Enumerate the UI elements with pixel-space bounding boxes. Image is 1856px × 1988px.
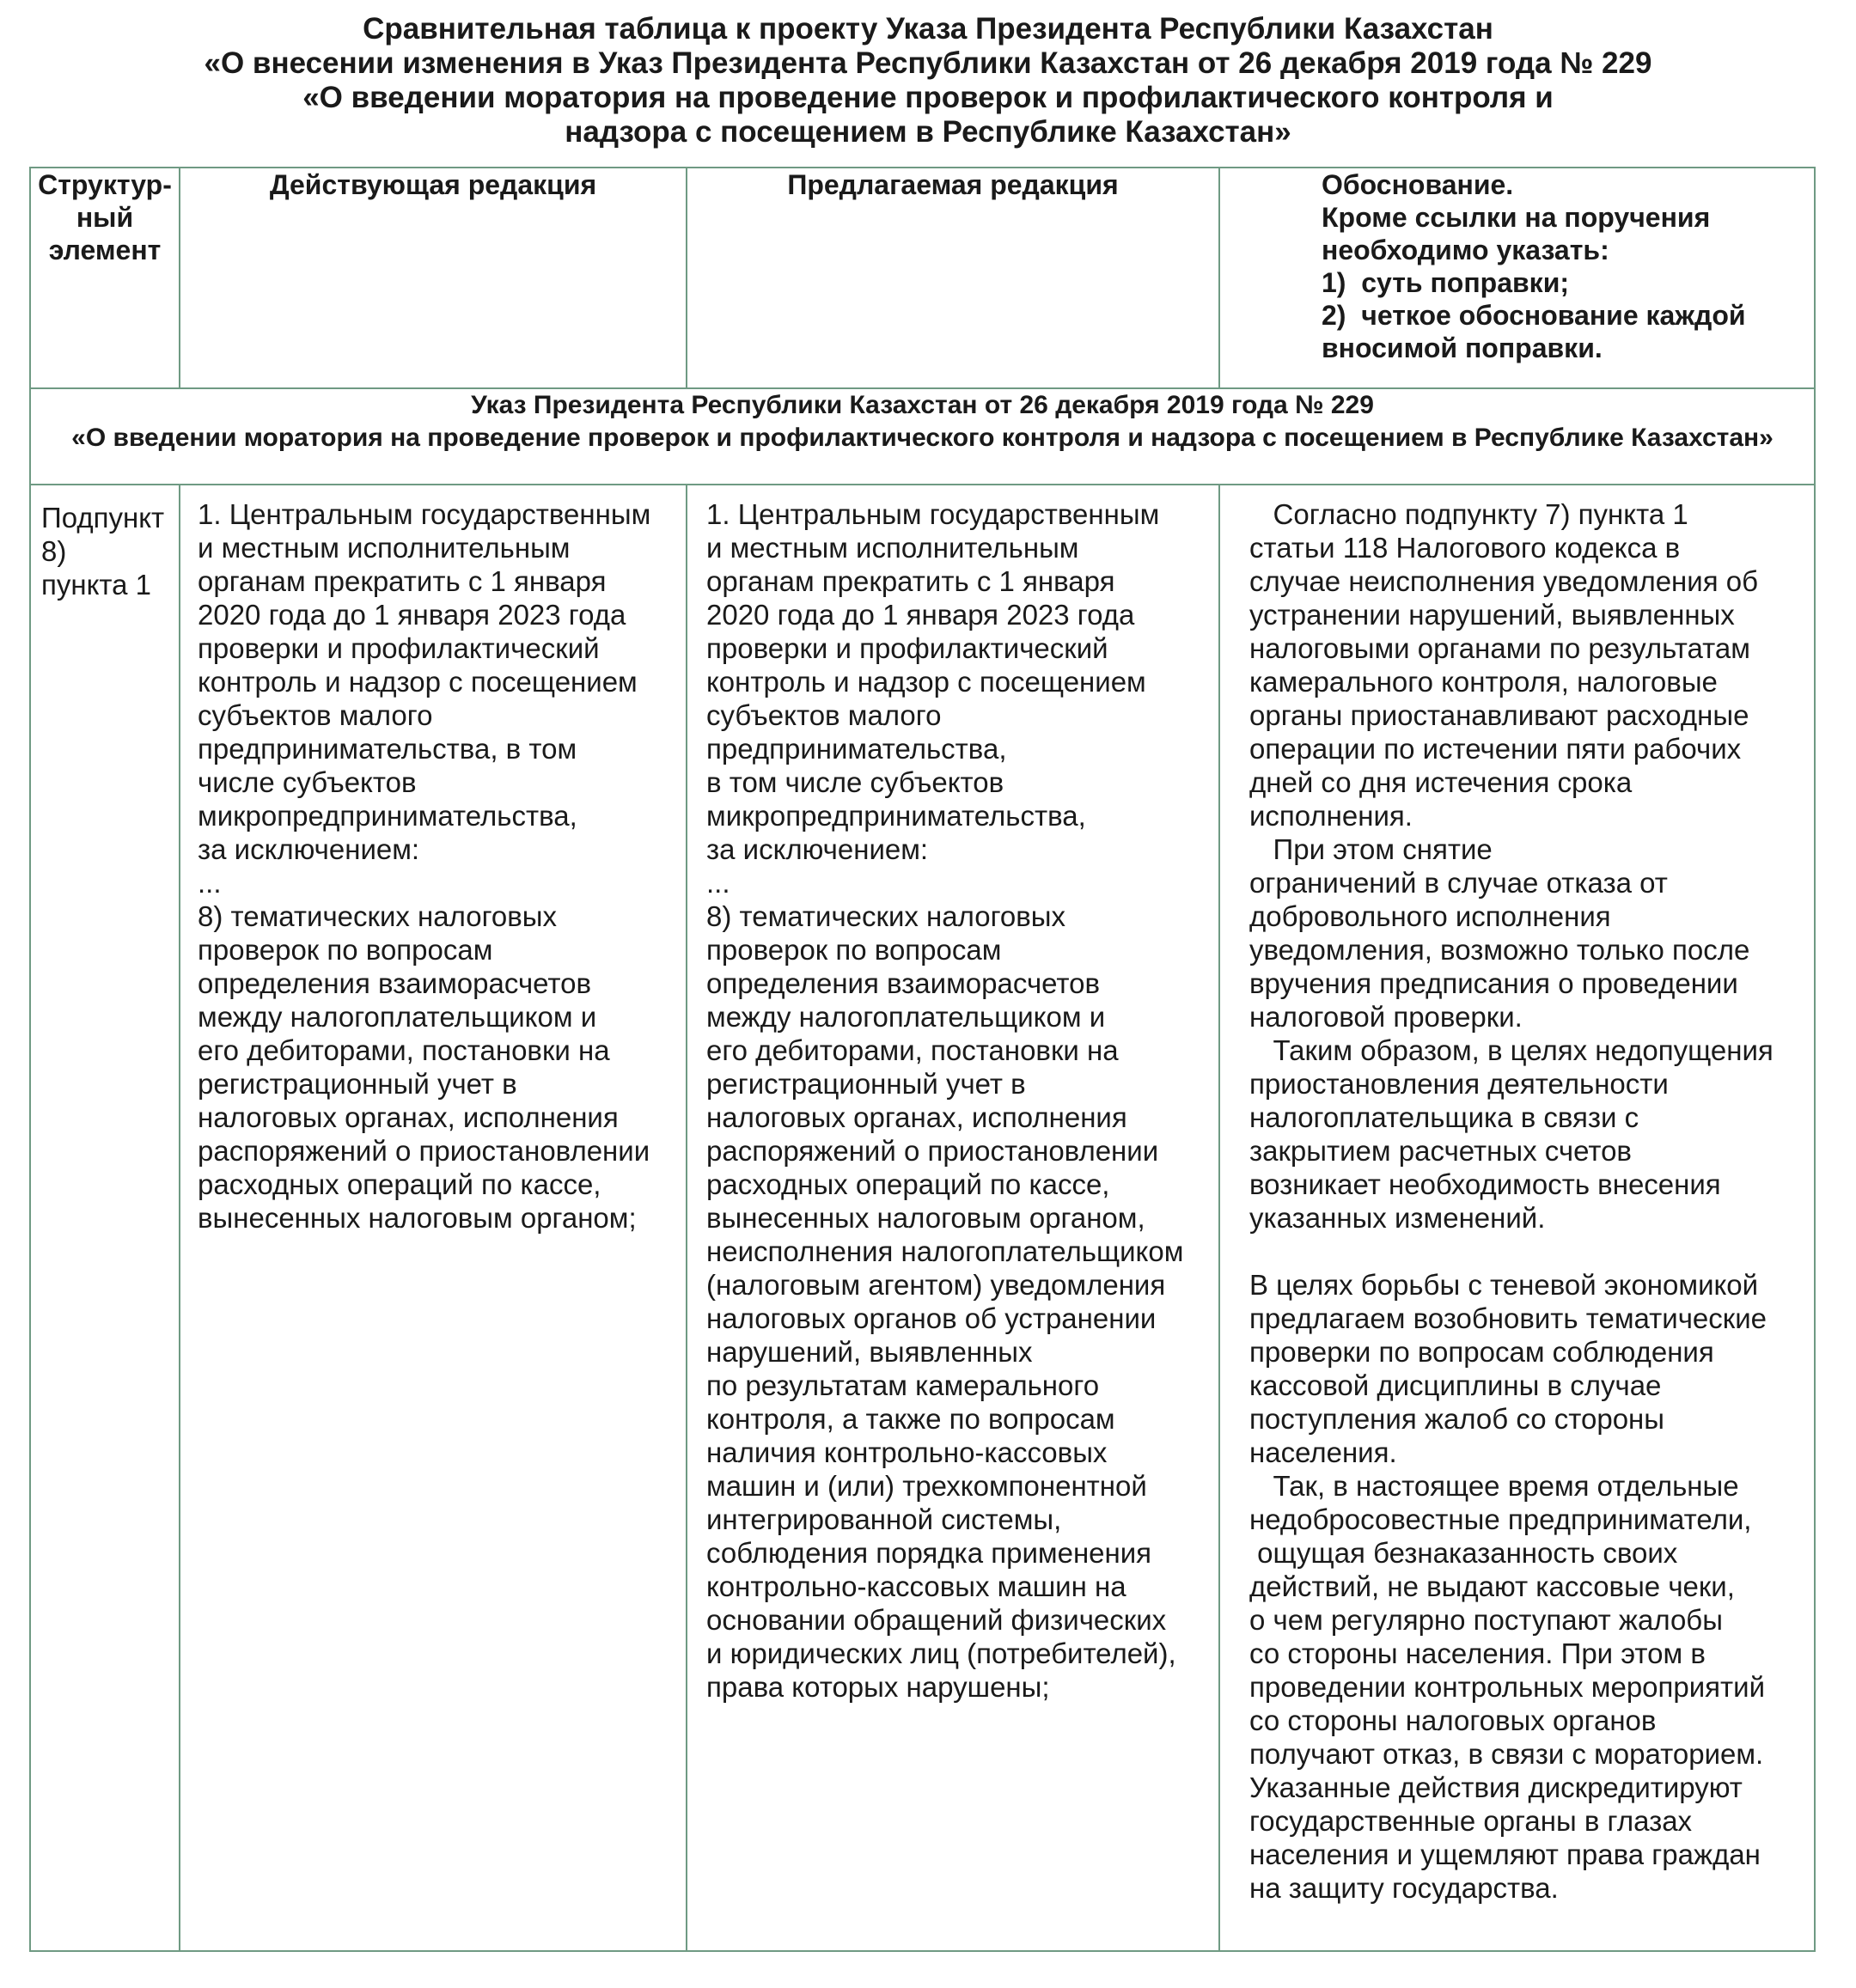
text-line: расходных операций по кассе, [706,1168,1110,1200]
text-line: указанных изменений. [1249,1202,1546,1234]
text-line: проверок по вопросам [706,934,1002,966]
text-line: Подпункт [41,502,165,534]
title-line: «О внесении изменения в Указ Президента Республики Казахстан от 26 декабря 2019 года № 229 [204,46,1652,80]
text-line: регистрационный учет в [706,1068,1026,1100]
text-line: налогоплательщика в связи с [1249,1101,1639,1133]
text-line: случае неисполнения уведомления об [1249,565,1759,597]
text-line [1249,1235,1814,1268]
header-current-edition: Действующая редакция [180,168,687,388]
text-line: наличия контрольно-кассовых [706,1436,1108,1468]
header-text-line: Обоснование. [1322,169,1514,200]
text-line: микропредпринимательства, [706,800,1086,832]
current-edition-text [180,485,686,1235]
header-text-line: Кроме ссылки на поручения [1322,202,1711,233]
structural-element-text [31,485,179,601]
text-line: ... [706,867,730,899]
text-line: по результатам камерального [706,1369,1100,1401]
text-line: ... [198,867,222,899]
text-line: предпринимательства, в том [198,733,577,765]
text-line: вынесенных налоговым органом; [198,1202,637,1234]
header-text-line: Структур- [38,169,172,200]
text-line: статьи 118 Налогового кодекса в [1249,532,1681,564]
text-line: и местным исполнительным [198,532,571,564]
justification-text [1220,485,1814,1905]
section-heading-row [30,388,1815,485]
section-heading [30,388,1815,485]
text-line: населения и ущемляют права граждан [1249,1839,1761,1870]
text-line: 1. Центральным государственным [198,498,651,530]
title-line: Сравнительная таблица к проекту Указа Президента Республики Казахстан [363,12,1493,46]
title-line: надзора с посещением в Республике Казахстан» [565,115,1291,149]
text-line: возникает необходимость внесения [1249,1168,1721,1200]
header-text-line: вносимой поправки. [1322,332,1603,363]
header-text-line: элемент [48,235,162,265]
section-heading-line: Указ Президента Республики Казахстан от 26 декабря 2019 года № 229 [471,391,1374,419]
text-line: субъектов малого [706,699,942,731]
text-line: налоговыми органами по результатам [1249,632,1750,664]
proposed-edition-cell [687,485,1219,1951]
text-line: проверки по вопросам соблюдения [1249,1336,1714,1368]
text-line: уведомления, возможно только после [1249,934,1750,966]
text-line: права которых нарушены; [706,1671,1050,1703]
header-text-line: 2) четкое обоснование каждой [1322,300,1746,331]
text-line: предпринимательства, [706,733,1007,765]
text-line: Указанные действия дискредитируют [1249,1772,1743,1803]
current-edition-cell [180,485,687,1951]
text-line: интегрированной системы, [706,1503,1062,1535]
text-line: исполнения. [1249,800,1413,832]
section-heading-line: «О введении моратория на проведение проверок и профилактического контроля и надзора с посещением в Республике Казахстан» [71,424,1774,452]
text-line: 1. Центральным государственным [706,498,1160,530]
text-line: определения взаиморасчетов [706,967,1101,999]
text-line: расходных операций по кассе, [198,1168,601,1200]
header-text-line: ный [76,202,134,233]
text-line: и местным исполнительным [706,532,1079,564]
text-line: При этом снятие [1249,833,1493,865]
text-line: и юридических лиц (потребителей), [706,1637,1176,1669]
text-line: его дебиторами, постановки на [198,1034,610,1066]
justification-cell [1219,485,1815,1951]
text-line: населения. [1249,1436,1397,1468]
text-line: между налогоплательщиком и [706,1001,1106,1033]
text-line: проверок по вопросам [198,934,493,966]
text-line: в том числе субъектов [706,766,1004,798]
text-line: со стороны налоговых органов [1249,1704,1657,1736]
text-line: налоговых органах, исполнения [198,1101,619,1133]
text-line: государственные органы в глазах [1249,1805,1693,1837]
text-line: контрольно-кассовых машин на [706,1570,1126,1602]
text-line: ограничений в случае отказа от [1249,867,1668,899]
text-line: числе субъектов [198,766,417,798]
text-line: между налогоплательщиком и [198,1001,597,1033]
text-line: налоговых органов об устранении [706,1302,1157,1334]
text-line: Таким образом, в целях недопущения [1249,1034,1774,1066]
structural-element-cell [30,485,180,1951]
document-title [0,12,1856,149]
text-line: проверки и профилактический [706,632,1108,664]
text-line: получают отказ, в связи с мораторием. [1249,1738,1764,1770]
text-line: 8) [41,535,67,567]
text-line: распоряжений о приостановлении [198,1135,650,1167]
text-line: определения взаиморасчетов [198,967,592,999]
header-text-line: необходимо указать: [1322,235,1609,265]
text-line: распоряжений о приостановлении [706,1135,1159,1167]
text-line: пункта 1 [41,569,152,601]
text-line: (налоговым агентом) уведомления [706,1269,1166,1301]
text-line: кассовой дисциплины в случае [1249,1369,1662,1401]
text-line: Согласно подпункту 7) пункта 1 [1249,498,1688,530]
text-line: за исключением: [706,833,929,865]
text-line: налоговой проверки. [1249,1001,1523,1033]
text-line: дней со дня истечения срока [1249,766,1633,798]
text-line: проведении контрольных мероприятий [1249,1671,1766,1703]
text-line: ощущая безнаказанность своих [1249,1537,1678,1569]
text-line: на защиту государства. [1249,1872,1559,1904]
text-line: поступления жалоб со стороны [1249,1403,1664,1435]
text-line: контроль и надзор с посещением [706,666,1146,698]
text-line: контроля, а также по вопросам [706,1403,1115,1435]
text-line: приостановления деятельности [1249,1068,1669,1100]
text-line: со стороны населения. При этом в [1249,1637,1706,1669]
text-line: Так, в настоящее время отдельные [1249,1470,1739,1502]
table-row [30,485,1815,1951]
text-line: операции по истечении пяти рабочих [1249,733,1742,765]
header-justification [1219,168,1815,388]
text-line: органам прекратить с 1 января [706,565,1115,597]
text-line: вручения предписания о проведении [1249,967,1738,999]
title-line: «О введении моратория на проведение проверок и профилактического контроля и [302,81,1554,114]
text-line: органы приостанавливают расходные [1249,699,1749,731]
text-line: машин и (или) трехкомпонентной [706,1470,1147,1502]
text-line: основании обращений физических [706,1604,1167,1636]
text-line: действий, не выдают кассовые чеки, [1249,1570,1735,1602]
text-line: микропредпринимательства, [198,800,577,832]
text-line: 8) тематических налоговых [706,900,1066,932]
header-row [30,168,1815,388]
text-line: добровольного исполнения [1249,900,1611,932]
text-line: о чем регулярно поступают жалобы [1249,1604,1723,1636]
proposed-edition-text [687,485,1218,1704]
text-line: 2020 года до 1 января 2023 года [706,599,1135,631]
text-line: субъектов малого [198,699,433,731]
text-line: неисполнения налогоплательщиком [706,1235,1184,1267]
text-line: 8) тематических налоговых [198,900,558,932]
text-line: органам прекратить с 1 января [198,565,607,597]
text-line: за исключением: [198,833,420,865]
text-line: недобросовестные предприниматели, [1249,1503,1752,1535]
comparison-table [29,167,1816,1952]
text-line: нарушений, выявленных [706,1336,1033,1368]
text-line: В целях борьбы с теневой экономикой [1249,1269,1759,1301]
header-proposed-edition: Предлагаемая редакция [687,168,1219,388]
text-line: предлагаем возобновить тематические [1249,1302,1767,1334]
text-line: проверки и профилактический [198,632,600,664]
header-structural-element [30,168,180,388]
text-line: контроль и надзор с посещением [198,666,638,698]
text-line: регистрационный учет в [198,1068,517,1100]
text-line: соблюдения порядка применения [706,1537,1152,1569]
text-line: его дебиторами, постановки на [706,1034,1119,1066]
text-line: 2020 года до 1 января 2023 года [198,599,626,631]
text-line: камерального контроля, налоговые [1249,666,1718,698]
text-line: налоговых органах, исполнения [706,1101,1127,1133]
text-line: вынесенных налоговым органом, [706,1202,1145,1234]
text-line: закрытием расчетных счетов [1249,1135,1632,1167]
header-text-line: 1) суть поправки; [1322,267,1570,298]
text-line: устранении нарушений, выявленных [1249,599,1735,631]
